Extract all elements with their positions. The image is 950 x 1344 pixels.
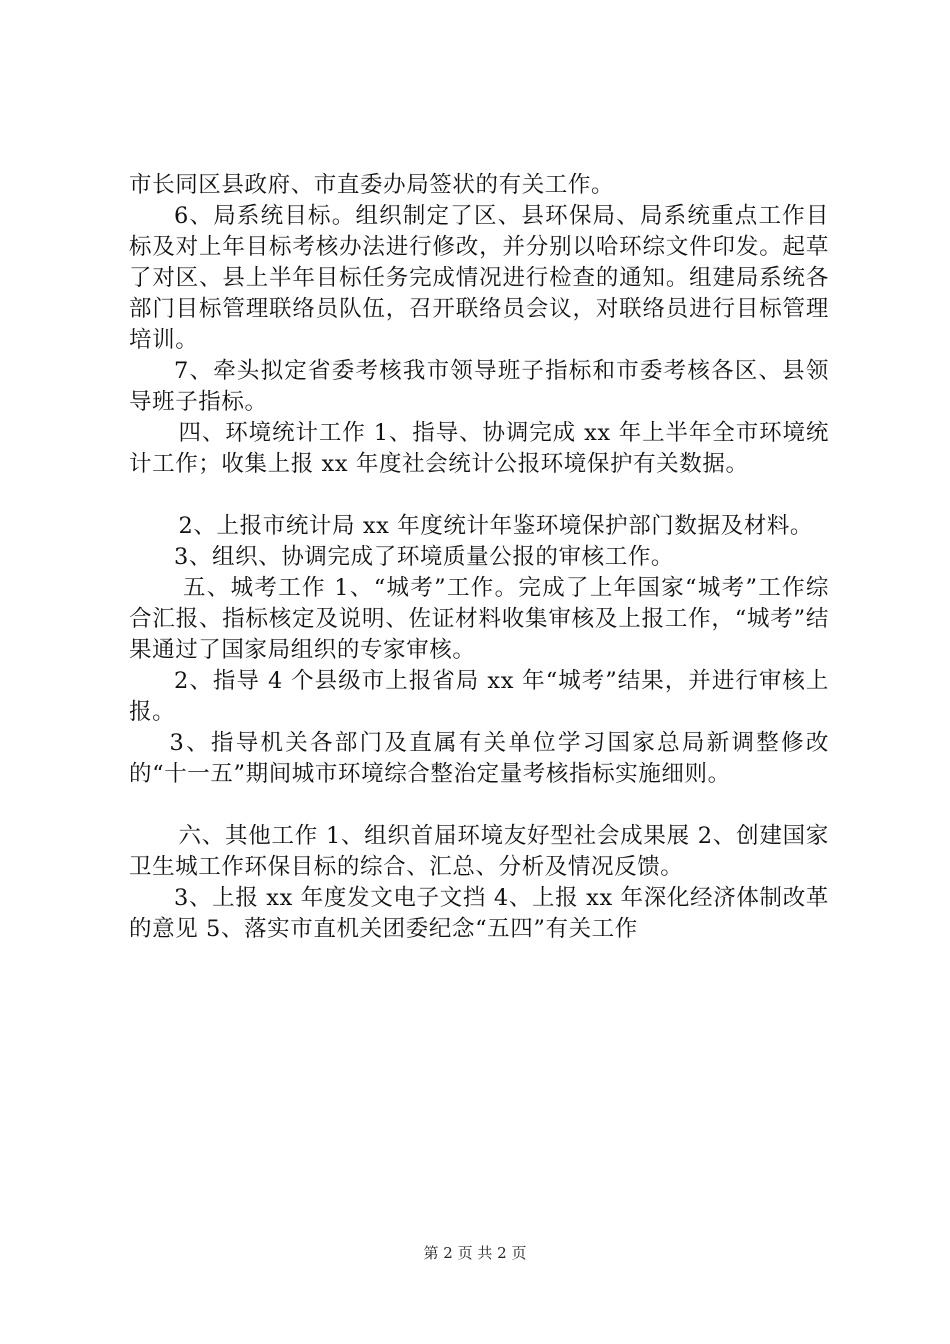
paragraph: 2、上报市统计局 xx 年度统计年鉴环境保护部门数据及材料。: [178, 513, 813, 539]
paragraph-gap: [129, 790, 829, 821]
paragraph: 五、城考工作 1、“城考”工作。完成了上年国家“城考”工作综合汇报、指标核定及说明、佐证材料收集审核及上报工作，“城考”结果通过了国家局组织的专家审核。: [129, 575, 829, 663]
paragraph-gap: [129, 480, 829, 511]
paragraph: 六、其他工作 1、组织首届环境友好型社会成果展 2、创建国家卫生城工作环保目标的综合、汇总、分析及情况反馈。: [129, 823, 829, 880]
paragraph: 3、上报 xx 年度发文电子文挡 4、上报 xx 年深化经济体制改革的意见 5、落实市直机关团委纪念“五四”有关工作: [129, 885, 829, 942]
paragraph: 3、组织、协调完成了环境质量公报的审核工作。: [174, 544, 675, 570]
paragraph: 7、牵头拟定省委考核我市领导班子指标和市委考核各区、县领导班子指标。: [129, 358, 829, 415]
paragraph: 3、指导机关各部门及直属有关单位学习国家总局新调整修改的“十一五”期间城市环境综合整治定量考核指标实施细则。: [129, 730, 829, 787]
paragraph: 6、局系统目标。组织制定了区、县环保局、局系统重点工作目标及对上年目标考核办法进行修改，并分别以哈环综文件印发。起草了对区、县上半年目标任务完成情况进行检查的通知。组建局系统各部门目标管理联络员队伍，召开联络员会议，对联络员进行目标管理培训。: [129, 203, 829, 353]
document-body: [129, 170, 829, 945]
paragraph: 市长同区县政府、市直委办局签状的有关工作。: [129, 172, 615, 198]
paragraph: 四、环境统计工作 1、指导、协调完成 xx 年上半年全市环境统计工作；收集上报 xx 年度社会统计公报环境保护有关数据。: [129, 420, 829, 477]
paragraph: 2、指导 4 个县级市上报省局 xx 年“城考”结果，并进行审核上报。: [129, 668, 829, 725]
page-number-footer: 第 2 页 共 2 页: [423, 1244, 527, 1262]
